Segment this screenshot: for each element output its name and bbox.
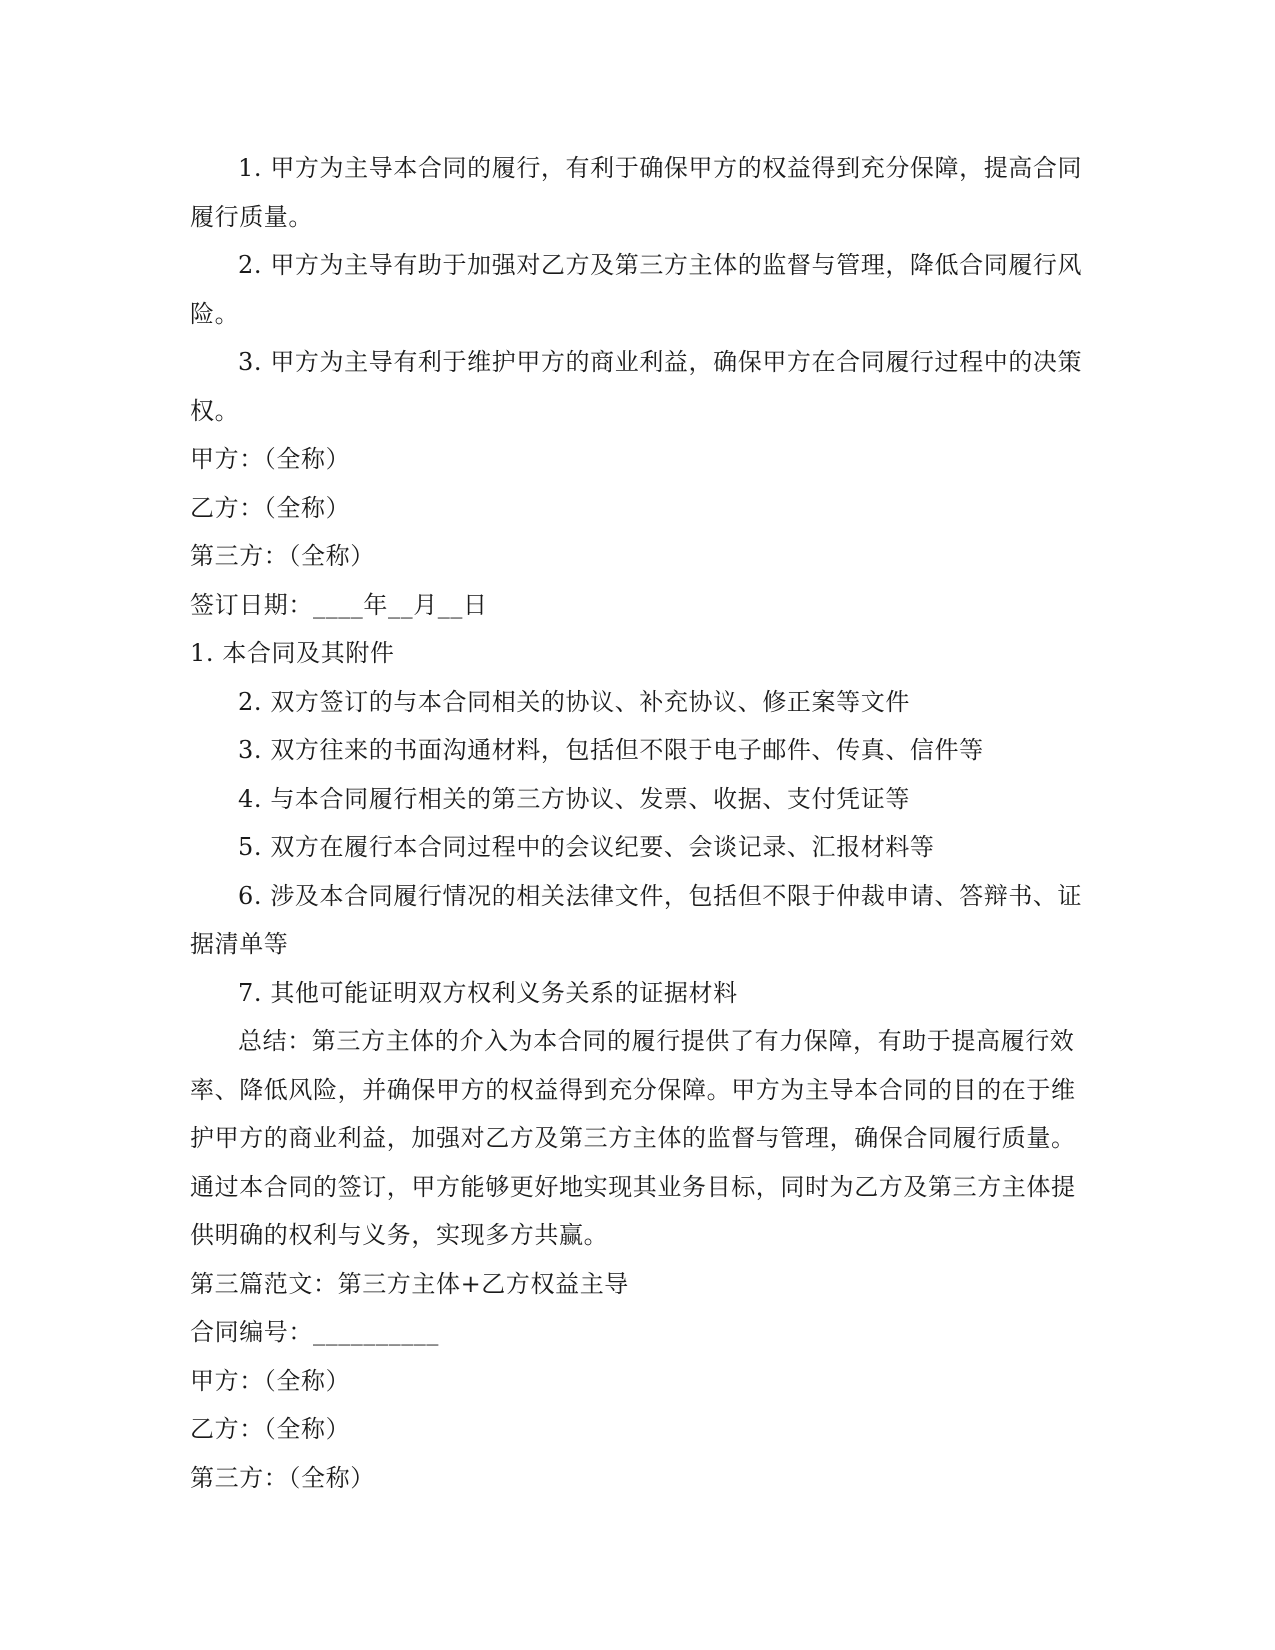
party-a-line: 甲方：（全称） <box>190 445 351 473</box>
summary-paragraph: 总结：第三方主体的介入为本合同的履行提供了有力保障，有助于提高履行效率、降低风险，并确保甲方的权益得到充分保障。甲方为主导本合同的目的在于维护甲方的商业利益，加强对乙方及第三方主体的监督与管理，确保合同履行质量。通过本合同的签订，甲方能够更好地实现其业务目标，同时为乙方及第三方主体提供明确的权利与义务，实现多方共赢。 <box>190 1027 1076 1249</box>
benefit-item-3: 3. 甲方为主导有利于维护甲方的商业利益，确保甲方在合同履行过程中的决策权。 <box>190 348 1083 425</box>
attachment-item-1: 1. 本合同及其附件 <box>190 639 395 667</box>
third-party-line: 第三方：（全称） <box>190 542 375 570</box>
attachment-item-7: 7. 其他可能证明双方权利义务关系的证据材料 <box>238 978 738 1007</box>
contract-number-line: 合同编号：__________ <box>190 1318 439 1346</box>
party-a-line-2: 甲方：（全称） <box>190 1366 351 1395</box>
document-body <box>190 144 1095 1502</box>
third-template-heading: 第三篇范文：第三方主体+乙方权益主导 <box>190 1269 629 1298</box>
benefit-item-2: 2. 甲方为主导有助于加强对乙方及第三方主体的监督与管理，降低合同履行风险。 <box>190 251 1083 328</box>
attachment-item-5: 5. 双方在履行本合同过程中的会议纪要、会谈记录、汇报材料等 <box>238 833 935 861</box>
signing-date-line: 签订日期：____年__月__日 <box>190 590 488 619</box>
attachment-item-3: 3. 双方往来的书面沟通材料，包括但不限于电子邮件、传真、信件等 <box>238 736 984 764</box>
benefit-item-1: 1. 甲方为主导本合同的履行，有利于确保甲方的权益得到充分保障，提高合同履行质量。 <box>190 154 1083 231</box>
attachment-item-6: 6. 涉及本合同履行情况的相关法律文件，包括但不限于仲裁申请、答辩书、证据清单等 <box>190 881 1083 958</box>
attachment-item-4: 4. 与本合同履行相关的第三方协议、发票、收据、支付凭证等 <box>238 784 910 813</box>
attachment-item-2: 2. 双方签订的与本合同相关的协议、补充协议、修正案等文件 <box>238 687 910 716</box>
party-b-line-2: 乙方：（全称） <box>190 1415 351 1443</box>
third-party-line-2: 第三方：（全称） <box>190 1463 375 1492</box>
party-b-line: 乙方：（全称） <box>190 493 351 522</box>
